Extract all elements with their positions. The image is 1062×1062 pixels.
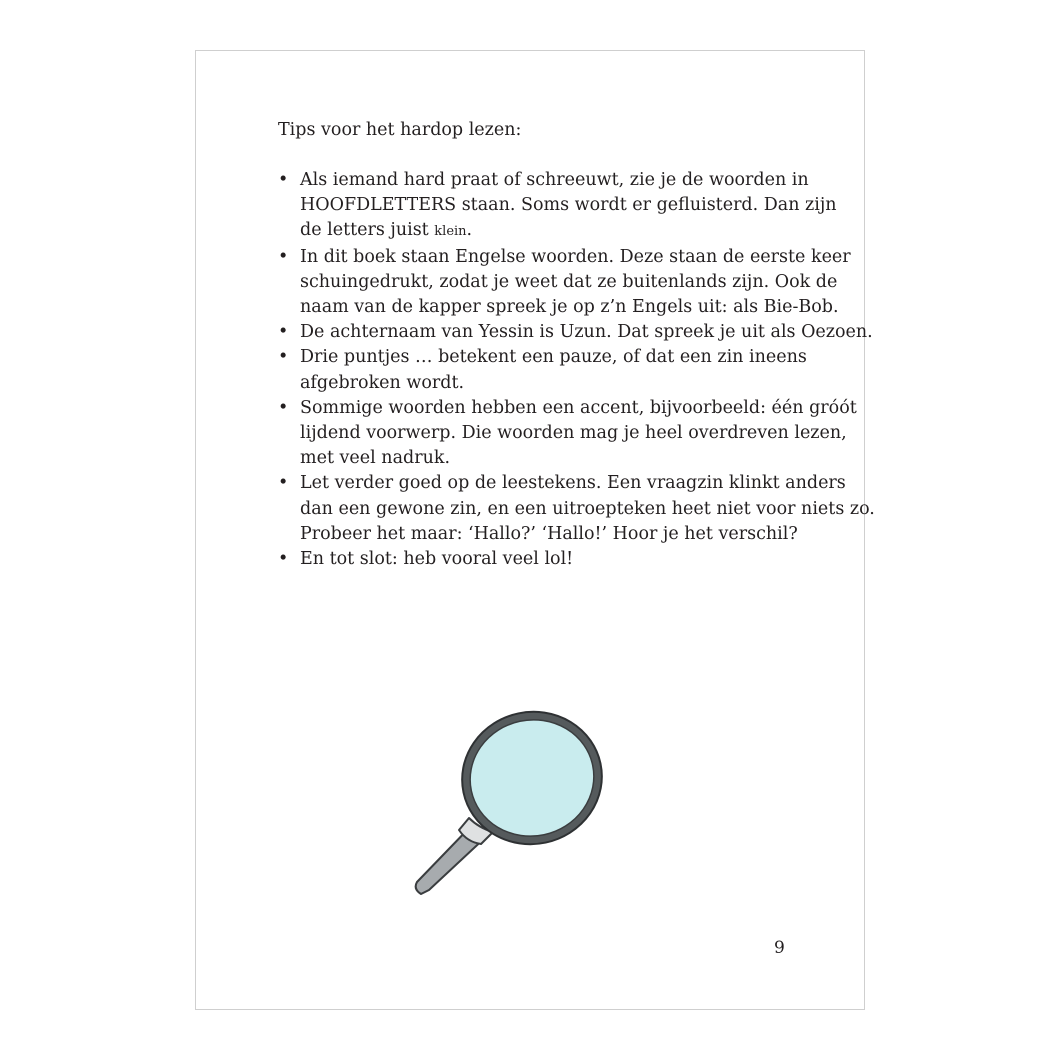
- tip-line: Drie puntjes … betekent een pauze, of dat een zin ineens: [300, 347, 807, 368]
- tip-item: [278, 345, 807, 395]
- tip-line: met veel nadruk.: [300, 448, 451, 469]
- bullet: •: [278, 397, 289, 418]
- tip-item: [278, 168, 837, 245]
- tip-item: [278, 396, 857, 472]
- bullet: •: [278, 549, 289, 570]
- tip-line: afgebroken wordt.: [300, 372, 465, 393]
- small-word: klein: [434, 224, 467, 240]
- page-number: 9: [774, 938, 785, 958]
- tip-line: Probeer het maar: ‘Hallo?’ ‘Hallo!’ Hoor je het verschil?: [300, 523, 798, 544]
- tip-line: Als iemand hard praat of schreeuwt, zie je de woorden in: [300, 170, 809, 190]
- bullet: •: [278, 347, 289, 368]
- tip-line: HOOFDLETTERS staan. Soms wordt er gefluisterd. Dan zijn: [300, 195, 837, 216]
- tip-line: Let verder goed op de leestekens. Een vraagzin klinkt anders: [300, 473, 846, 494]
- tip-item: [278, 320, 873, 345]
- magnifying-glass-icon: [411, 706, 611, 906]
- tip-item: [278, 245, 851, 321]
- tip-line: naam van de kapper spreek je op z’n Engels uit: als Bie-Bob.: [300, 297, 839, 318]
- tip-line: schuingedrukt, zodat je weet dat ze buitenlands zijn. Ook de: [300, 271, 838, 292]
- tip-line-mixed: [300, 218, 798, 244]
- bullet: •: [278, 170, 289, 190]
- tip-item: [278, 471, 875, 547]
- tip-line: In dit boek staan Engelse woorden. Deze staan de eerste keer: [300, 246, 851, 267]
- tip-line: dan een gewone zin, en een uitroepteken heet niet voor niets zo.: [300, 498, 875, 519]
- tip-line: Sommige woorden hebben een accent, bijvoorbeeld: één gróót: [300, 397, 857, 418]
- book-page: [195, 50, 875, 1010]
- bullet: •: [278, 246, 289, 267]
- tip-item: [278, 547, 798, 572]
- tip-line: lijdend voorwerp. Die woorden mag je heel overdreven lezen,: [300, 423, 847, 444]
- tip-line: En tot slot: heb vooral veel lol!: [300, 549, 574, 570]
- tips-list: [278, 168, 875, 572]
- tip-line: De achternaam van Yessin is Uzun. Dat spreek je uit als Oezoen.: [300, 322, 873, 343]
- tip-text: .: [466, 220, 473, 241]
- tips-heading: Tips voor het hardop lezen:: [278, 120, 522, 140]
- tip-text: de letters juist: [300, 220, 435, 241]
- bullet: •: [278, 322, 289, 343]
- bullet: •: [278, 473, 289, 494]
